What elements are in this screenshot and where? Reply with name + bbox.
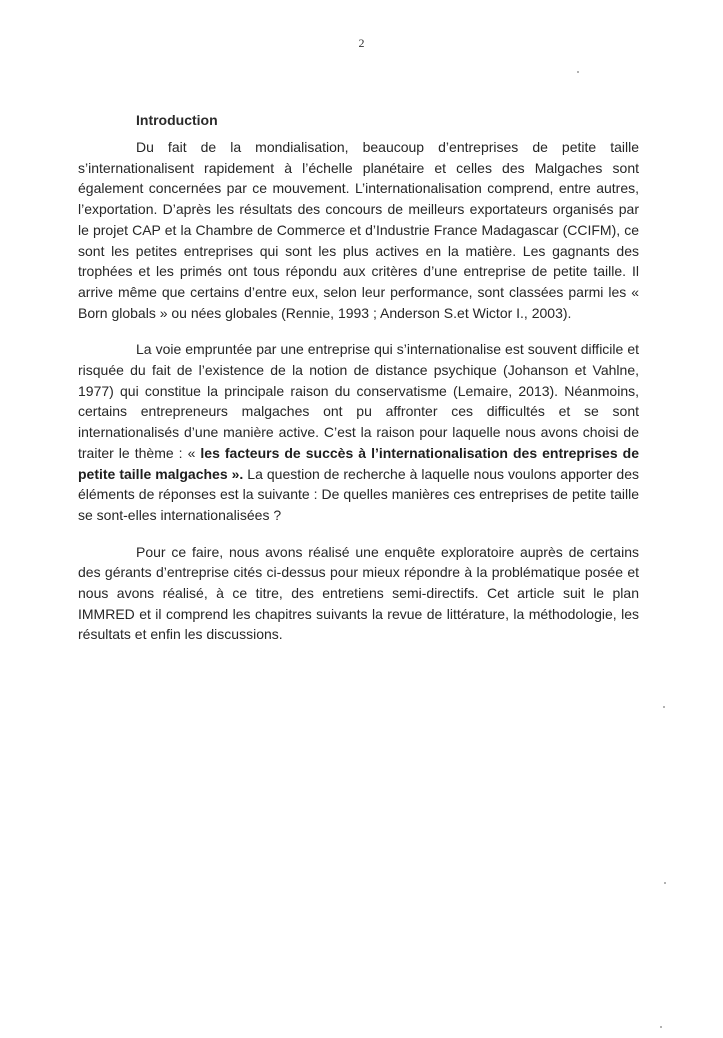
paragraph-2-text-after: La question de recherche à laquelle nous voulons apporter des éléments de réponses est la suivante : De quelles manières ces entreprises de petite taille se sont-elles internationalisées ? — [78, 465, 639, 523]
introduction-section — [78, 110, 639, 645]
paragraph-2-text-before: La voie empruntée par une entreprise qui s’internationalise est souvent difficile et risquée du fait de l’existence de la notion de distance psychique (Johanson et Vahlne, 1977) qui constitue la principale raison du conservatisme (Lemaire, 2013). Néanmoins, certains entrepreneurs malgaches ont pu affronter ces difficultés et se sont internationalisés d’une manière active. C’est la raison pour laquelle nous avons choisi de traiter le thème : « — [78, 341, 639, 461]
research-theme-bold: les facteurs de succès à l’internationalisation des entreprises de petite taille malgaches ». — [78, 444, 639, 482]
scan-speck — [664, 882, 666, 884]
paragraph-globalization: Du fait de la mondialisation, beaucoup d’entreprises de petite taille s’internationalisent rapidement à l’échelle planétaire et celles des Malgaches sont également concernées par ce mouvement. L’internationalisation comprend, entre autres, l’exportation. D’après les résultats des concours de meilleurs exportateurs organisés par le projet CAP et la Chambre de Commerce et d’Industrie France Madagascar (CCIFM), ce sont les petites entreprises qui sont les plus actives en la matière. Les gagnants des trophées et les primés ont tous répondu aux critères d’une entreprise de petite taille. Il arrive même que certains d’entre eux, selon leur performance, sont classées parmi les « Born globals » ou nées globales (Rennie, 1993 ; Anderson S.et Wictor I., 2003). — [78, 139, 639, 321]
scan-speck — [577, 71, 579, 73]
page-number: 2 — [358, 36, 365, 50]
paragraph-research-question — [78, 339, 639, 525]
scan-speck — [660, 1026, 662, 1028]
paragraph-methodology-plan: Pour ce faire, nous avons réalisé une enquête exploratoire auprès de certains des gérants d’entreprise cités ci-dessus pour mieux répondre à la problématique posée et nous avons réalisé, à ce titre, des entretiens semi-directifs. Cet article suit le plan IMMRED et il comprend les chapitres suivants la revue de littérature, la méthodologie, les résultats et enfin les discussions. — [78, 543, 639, 643]
section-heading: Introduction — [136, 112, 218, 128]
scan-speck — [663, 706, 665, 708]
